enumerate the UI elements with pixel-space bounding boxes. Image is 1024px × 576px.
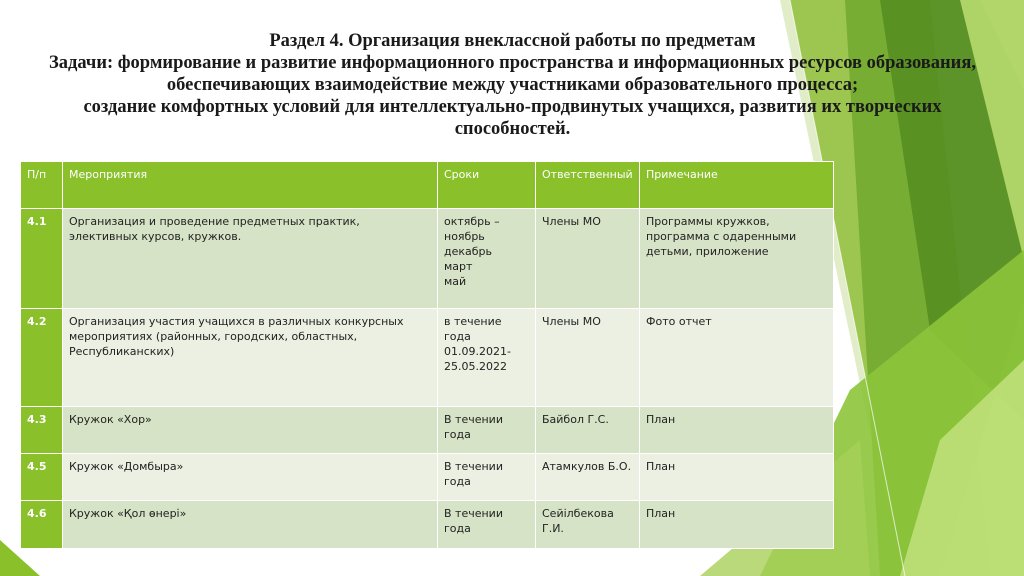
table-row bbox=[21, 501, 834, 549]
section-title: Раздел 4. Организация внеклассной работы по предметам bbox=[269, 31, 756, 51]
row-num: 4.2 bbox=[21, 309, 63, 407]
row-responsible: Атамкулов Б.О. bbox=[536, 454, 640, 501]
row-num: 4.1 bbox=[21, 209, 63, 309]
tasks-line-3: создание комфортных условий для интеллектуально-продвинутых учащихся, развития их творческих bbox=[83, 97, 942, 117]
row-dates: В течении года bbox=[438, 501, 536, 549]
row-event: Организация участия учащихся в различных конкурсных мероприятиях (районных, городских, областных, Республиканских) bbox=[63, 309, 438, 407]
tasks-line-4: способностей. bbox=[454, 119, 571, 139]
col-header-note: Примечание bbox=[640, 162, 834, 209]
row-dates: октябрь – ноябрь декабрь март май bbox=[438, 209, 536, 309]
row-responsible: Члены МО bbox=[536, 309, 640, 407]
col-header-event: Мероприятия bbox=[63, 162, 438, 209]
row-responsible: Члены МО bbox=[536, 209, 640, 309]
row-note: План bbox=[640, 407, 834, 454]
row-note: План bbox=[640, 501, 834, 549]
table-row bbox=[21, 454, 834, 501]
activities-table bbox=[20, 161, 834, 549]
table-row bbox=[21, 407, 834, 454]
row-note: Программы кружков, программа с одаренными детьми, приложение bbox=[640, 209, 834, 309]
row-event: Кружок «Қол өнері» bbox=[63, 501, 438, 549]
table-row bbox=[21, 309, 834, 407]
row-note: План bbox=[640, 454, 834, 501]
col-header-responsible: Ответственный bbox=[536, 162, 640, 209]
tasks-line-2: обеспечивающих взаимодействие между участниками образовательного процесса; bbox=[166, 75, 859, 95]
table-row bbox=[21, 209, 834, 309]
row-dates: В течении года bbox=[438, 454, 536, 501]
row-num: 4.6 bbox=[21, 501, 63, 549]
col-header-dates: Сроки bbox=[438, 162, 536, 209]
col-header-num: П/п bbox=[21, 162, 63, 209]
row-event: Организация и проведение предметных практик, элективных курсов, кружков. bbox=[63, 209, 438, 309]
table-header-row bbox=[21, 162, 834, 209]
row-dates: В течении года bbox=[438, 407, 536, 454]
row-event: Кружок «Хор» bbox=[63, 407, 438, 454]
row-responsible: Байбол Г.С. bbox=[536, 407, 640, 454]
row-num: 4.3 bbox=[21, 407, 63, 454]
tasks-line-1: Задачи: формирование и развитие информационного пространства и информационных ресурсов образования, bbox=[49, 53, 976, 73]
row-note: Фото отчет bbox=[640, 309, 834, 407]
slide-header bbox=[20, 30, 1005, 140]
row-event: Кружок «Домбыра» bbox=[63, 454, 438, 501]
row-dates: в течение года 01.09.2021- 25.05.2022 bbox=[438, 309, 536, 407]
row-num: 4.5 bbox=[21, 454, 63, 501]
row-responsible: Сейілбекова Г.И. bbox=[536, 501, 640, 549]
